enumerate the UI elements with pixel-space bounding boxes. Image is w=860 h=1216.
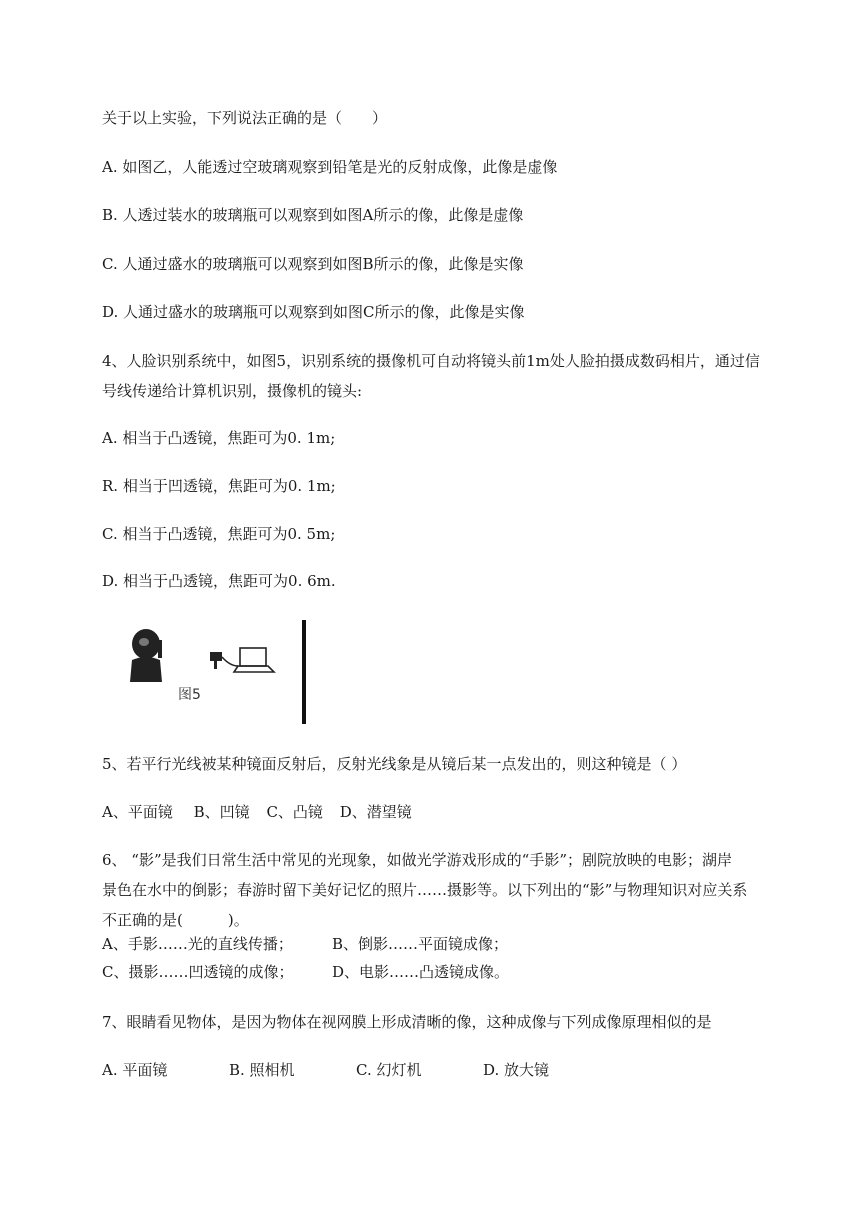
- camera-icon: [210, 652, 222, 669]
- q6-option-b: B、倒影……平面镜成像；: [332, 935, 509, 953]
- q5-option-b: B、凹镜: [193, 803, 250, 821]
- q5-stem: 5、若平行光线被某种镜面反射后，反射光线象是从镜后某一点发出的，则这种镜是（ ）: [102, 755, 687, 773]
- person-silhouette-icon: [130, 629, 162, 682]
- q6-stem-line2: 景色在水中的倒影；春游时留下美好记忆的照片……摄影等。以下列出的“影”与物理知识对应关系: [102, 881, 748, 899]
- q5-option-a: A、平面镜: [102, 803, 173, 821]
- q4-option-c: C. 相当于凸透镜，焦距可为0. 5m;: [102, 525, 336, 543]
- q7-option-d: D. 放大镜: [483, 1061, 550, 1079]
- q3-option-d: D. 人通过盛水的玻璃瓶可以观察到如图C所示的像，此像是实像: [102, 303, 525, 321]
- q6-options-row1: [102, 934, 508, 954]
- q7-stem: 7、眼睛看见物体，是因为物体在视网膜上形成清晰的像，这种成像与下列成像原理相似的是: [102, 1013, 712, 1031]
- q3-option-a: A. 如图乙，人能透过空玻璃观察到铅笔是光的反射成像，此像是虚像: [102, 158, 558, 176]
- face-recognition-illustration: [118, 620, 318, 724]
- figure-5: [118, 620, 318, 724]
- q5-options: [102, 802, 412, 822]
- signal-cable: [222, 657, 238, 666]
- q6-option-c: C、摄影……凹透镜的成像；: [102, 963, 294, 981]
- q6-stem-line1: 6、 “影”是我们日常生活中常见的光现象，如做光学游戏形成的“手影”；剧院放映的电影；湖岸: [102, 851, 732, 869]
- q3-stem: 关于以上实验，下列说法正确的是（ ）: [102, 109, 388, 127]
- q6-stem-line3: 不正确的是( )。: [102, 911, 249, 929]
- q5-option-c: C、凸镜: [266, 803, 323, 821]
- divider-bar: [302, 620, 306, 724]
- q7-options: [102, 1060, 549, 1080]
- q7-option-a: A. 平面镜: [102, 1061, 168, 1079]
- q6-options-row2: [102, 962, 509, 982]
- q4-option-a: A. 相当于凸透镜，焦距可为0. 1m;: [102, 429, 336, 447]
- q4-option-b: R. 相当于凹透镜，焦距可为0. 1m;: [102, 477, 336, 495]
- q3-option-c: C. 人通过盛水的玻璃瓶可以观察到如图B所示的像，此像是实像: [102, 255, 524, 273]
- q4-stem-line1: 4、人脸识别系统中，如图5，识别系统的摄像机可自动将镜头前1m处人脸拍摄成数码相片，通过信: [102, 352, 760, 370]
- q5-option-d: D、潜望镜: [339, 803, 412, 821]
- q3-option-b: B. 人透过装水的玻璃瓶可以观察到如图A所示的像，此像是虚像: [102, 206, 524, 224]
- q4-stem-line2: 号线传递给计算机识别，摄像机的镜头:: [102, 382, 363, 400]
- q7-option-b: B. 照相机: [229, 1061, 295, 1079]
- figure-5-caption: 图5: [178, 687, 201, 703]
- laptop-icon: [234, 648, 274, 672]
- q6-option-a: A、手影……光的直线传播；: [102, 935, 293, 953]
- q4-option-d: D. 相当于凸透镜，焦距可为0. 6m.: [102, 572, 336, 590]
- q7-option-c: C. 幻灯机: [356, 1061, 422, 1079]
- q6-option-d: D、电影……凸透镜成像。: [332, 963, 510, 981]
